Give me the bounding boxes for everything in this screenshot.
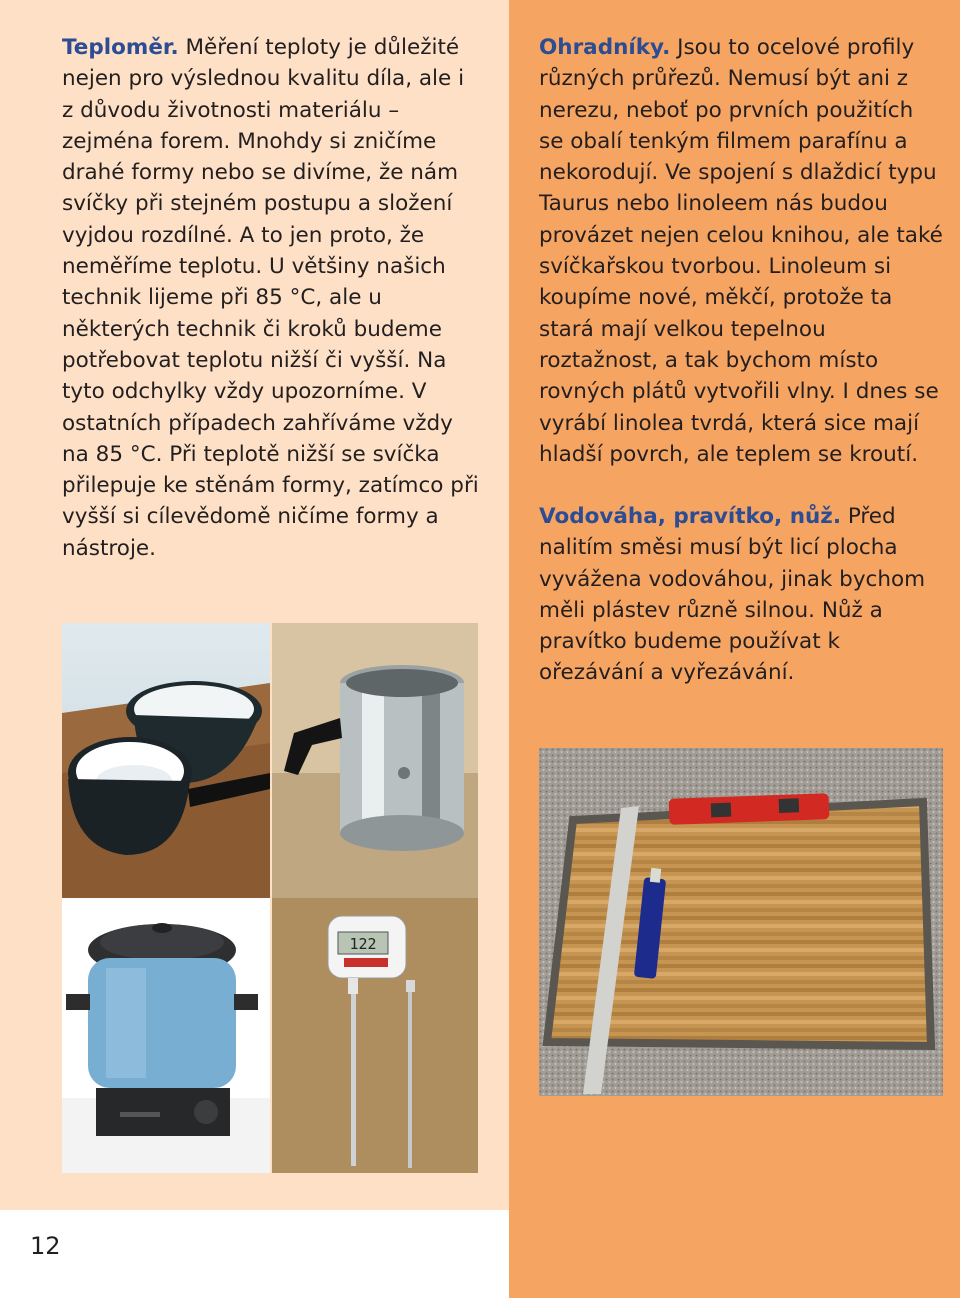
fences-body: Jsou to ocelové profily různých průřezů. Nemusí být ani z nerezu, neboť po prvních použitích se obalí tenkým filmem parafínu a nekorodují. Ve spojení s dlaždicí typu Taurus nebo linoleem nás budou provázet nejen celou knihou, ale také svíčkařskou tvorbou. Linoleum si koupíme nové, měkčí, protože ta stará mají velkou tepelnou roztažnost, a tak bychom místo rovných plátů vytvořili vlny. I dnes se vyrábí linolea tvrdá, která sice mají hladší povrch, ale teplem se kroutí.: [539, 35, 943, 467]
level-ruler-knife-illustration: [539, 748, 943, 1096]
steel-pot-photo: [272, 623, 478, 898]
tools-heading: Vodováha, pravítko, nůž.: [539, 504, 841, 529]
thermometer-display-value: 122: [349, 935, 377, 953]
fences-heading: Ohradníky.: [539, 35, 671, 60]
thermometer-body: Měření teploty je důležité nejen pro výslednou kvalitu díla, ale i z důvodu životnosti materiálu – zejména forem. Mnohdy si zničíme drahé formy nebo se divíme, že nám svíčky při stejném postupu a složení vyjdou rozdílné. A to jen proto, že neměříme teplotu. U většiny našich technik lijeme při 85 °C, ale u některých technik či kroků budeme potřebovat teplotu nižší či vyšší. Na tyto odchylky vždy upozorníme. V ostatních případech zahříváme vždy na 85 °C. Při teplotě nižší se svíčka přilepuje ke stěnám formy, zatímco při vyšší si cílevědomě ničíme formy a nástroje.: [62, 35, 479, 561]
thermometer-heading: Teploměr.: [62, 35, 179, 60]
page-number: 12: [30, 1232, 61, 1260]
thermometer-illustration: [272, 898, 478, 1173]
thermometer-photo: [272, 898, 478, 1173]
wax-melter-photo: [62, 898, 270, 1173]
enamel-pots-illustration: [62, 623, 270, 898]
thermometer-paragraph: [62, 32, 482, 564]
fences-paragraph: [539, 32, 944, 470]
level-ruler-knife-photo: [539, 748, 943, 1096]
enamel-pots-photo: [62, 623, 270, 898]
tools-paragraph: [539, 501, 944, 689]
tools-body: Před nalitím směsi musí být licí plocha vyvážena vodováhou, jinak bychom měli plástev různě silnou. Nůž a pravítko budeme používat k ořezávání a vyřezávání.: [539, 504, 926, 686]
wax-melter-illustration: [62, 898, 270, 1173]
steel-pot-illustration: [272, 623, 478, 898]
